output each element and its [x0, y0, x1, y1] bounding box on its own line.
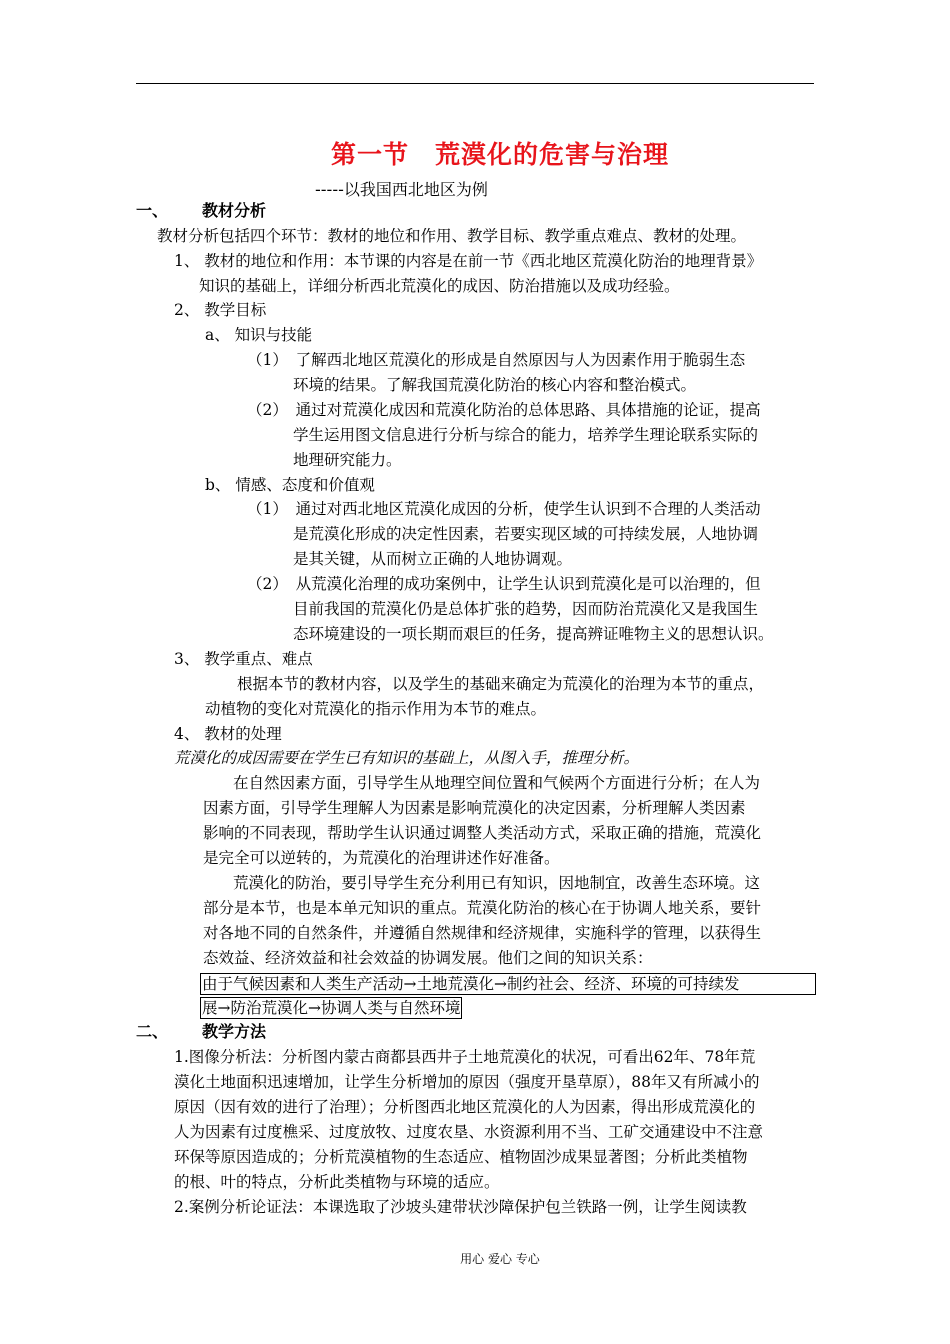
section-heading — [136, 201, 266, 221]
page-footer: 用心 爱心 专心 — [460, 1252, 540, 1266]
paragraph-line: 是完全可以逆转的，为荒漠化的治理讲述作好准备。 — [203, 849, 560, 867]
section-heading — [136, 1022, 266, 1042]
paragraph-line: 在自然因素方面，引导学生从地理空间位置和气候两个方面进行分析；在人为 — [233, 774, 761, 792]
paragraph-line: 1.图像分析法：分析图内蒙古商都县西井子土地荒漠化的状况，可看出62年、78年荒 — [174, 1048, 756, 1066]
numbered-item: （2） 通过对荒漠化成因和荒漠化防治的总体思路、具体措施的论证，提高 — [247, 401, 761, 419]
paragraph-line: 影响的不同表现，帮助学生认识通过调整人类活动方式，采取正确的措施，荒漠化 — [203, 824, 762, 842]
sub-list-item: a、 知识与技能 — [205, 326, 313, 344]
paragraph-line: 2.案例分析论证法：本课选取了沙坡头建带状沙障保护包兰铁路一例，让学生阅读教 — [174, 1198, 747, 1216]
paragraph-line: 因素方面，引导学生理解人为因素是影响荒漠化的决定因素，分析理解人类因素 — [203, 799, 746, 817]
paragraph-line: 漠化土地面积迅速增加，让学生分析增加的原因（强度开垦草原），88年又有所减小的 — [174, 1073, 760, 1091]
knowledge-relation-box: 展→防治荒漠化→协调人类与自然环境 — [202, 999, 461, 1017]
numbered-item: （1） 通过对西北地区荒漠化成因的分析，使学生认识到不合理的人类活动 — [247, 500, 761, 518]
paragraph-line: 对各地不同的自然条件，并遵循自然规律和经济规律，实施科学的管理，以获得生 — [203, 924, 762, 942]
section-number: 二、 — [136, 1022, 169, 1041]
document-title: 第一节 荒漠化的危害与治理 — [330, 140, 669, 169]
paragraph-line: 态环境建设的一项长期而艰巨的任务，提高辨证唯物主义的思想认识。 — [293, 625, 774, 643]
paragraph-line: 目前我国的荒漠化仍是总体扩张的趋势，因而防治荒漠化又是我国生 — [293, 600, 759, 618]
knowledge-relation-box: 由于气候因素和人类生产活动→土地荒漠化→制约社会、经济、环境的可持续发 — [200, 973, 816, 995]
paragraph-line: 知识的基础上，详细分析西北荒漠化的成因、防治措施以及成功经验。 — [199, 277, 680, 295]
document-subtitle: -----以我国西北地区为例 — [315, 180, 488, 199]
numbered-item: （2） 从荒漠化治理的成功案例中，让学生认识到荒漠化是可以治理的，但 — [247, 575, 761, 593]
paragraph-line: 是其关键，从而树立正确的人地协调观。 — [293, 550, 573, 568]
paragraph-line: 地理研究能力。 — [293, 451, 402, 469]
paragraph-line: 态效益、经济效益和社会效益的协调发展。他们之间的知识关系： — [203, 949, 653, 967]
paragraph-line: 环境的结果。了解我国荒漠化防治的核心内容和整治模式。 — [293, 376, 697, 394]
paragraph-line: 动植物的变化对荒漠化的指示作用为本节的难点。 — [205, 700, 547, 718]
paragraph-line: 人为因素有过度樵采、过度放牧、过度农垦、水资源利用不当、工矿交通建设中不注意 — [174, 1123, 764, 1141]
list-item: 1、 教材的地位和作用：本节课的内容是在前一节《西北地区荒漠化防治的地理背景》 — [174, 252, 763, 270]
paragraph-line: 的根、叶的特点，分析此类植物与环境的适应。 — [174, 1173, 500, 1191]
paragraph-line: 学生运用图文信息进行分析与综合的能力，培养学生理论联系实际的 — [293, 426, 759, 444]
paragraph-line: 荒漠化的成因需要在学生已有知识的基础上，从图入手，推理分析。 — [174, 749, 640, 767]
paragraph-line: 环保等原因造成的；分析荒漠植物的生态适应、植物固沙成果显著图；分析此类植物 — [174, 1148, 748, 1166]
paragraph-line: 荒漠化的防治，要引导学生充分利用已有知识，因地制宜，改善生态环境。这 — [233, 874, 761, 892]
list-item: 2、 教学目标 — [174, 301, 267, 319]
header-rule — [136, 83, 814, 84]
sub-list-item: b、 情感、态度和价值观 — [205, 476, 375, 494]
list-item: 4、 教材的处理 — [174, 725, 282, 743]
section-number: 一、 — [136, 201, 169, 220]
section-title: 教材分析 — [202, 201, 267, 220]
paragraph-line: 原因（因有效的进行了治理）；分析图西北地区荒漠化的人为因素，得出形成荒漠化的 — [174, 1098, 756, 1116]
numbered-item: （1） 了解西北地区荒漠化的形成是自然原因与人为因素作用于脆弱生态 — [247, 351, 746, 369]
paragraph-line: 是荒漠化形成的决定性因素，若要实现区域的可持续发展，人地协调 — [293, 525, 759, 543]
paragraph-line: 根据本节的教材内容，以及学生的基础来确定为荒漠化的治理为本节的重点， — [237, 675, 765, 693]
section-title: 教学方法 — [202, 1022, 267, 1041]
list-item: 3、 教学重点、难点 — [174, 650, 313, 668]
paragraph-line: 部分是本节，也是本单元知识的重点。荒漠化防治的核心在于协调人地关系，要针 — [203, 899, 762, 917]
paragraph-line: 教材分析包括四个环节：教材的地位和作用、教学目标、教学重点难点、教材的处理。 — [157, 227, 747, 245]
